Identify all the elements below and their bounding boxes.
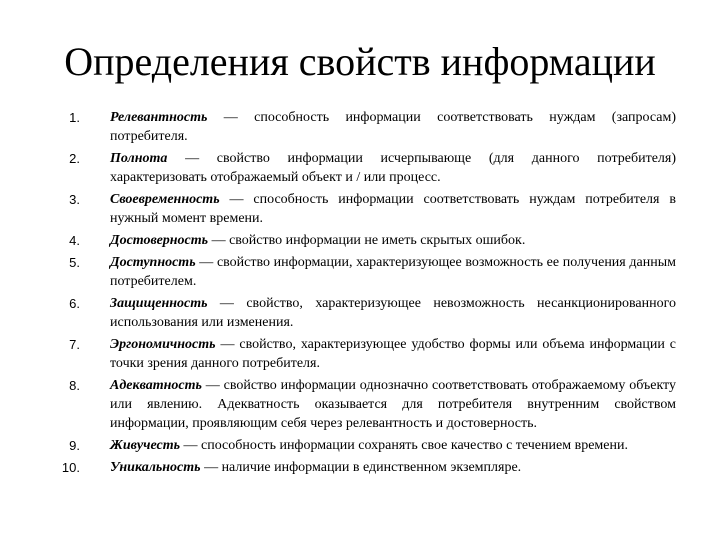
item-term: Защищенность	[110, 296, 208, 311]
item-definition: — свойство информации, характеризующее возможность ее получения данным потребителем.	[110, 255, 676, 289]
list-item	[46, 231, 676, 250]
item-term: Релевантность	[110, 110, 208, 125]
item-definition: — свойство, характеризующее удобство формы или объема информации с точки зрения данного потребителя.	[110, 337, 676, 371]
item-term: Эргономичность	[110, 337, 216, 352]
definitions-list	[46, 108, 676, 480]
item-term: Живучесть	[110, 438, 180, 453]
list-item	[46, 149, 676, 187]
item-term: Своевременность	[110, 192, 220, 207]
item-number: 10.	[61, 460, 80, 475]
list-item	[46, 108, 676, 146]
item-definition: — свойство информации не иметь скрытых ошибок.	[208, 233, 526, 248]
item-definition: — свойство информации однозначно соответствовать отображаемому объекту или явлению. Адекватность оказывается для потребителя внутренним свойством информации, проявляющим себя через релевантность и достоверность.	[110, 378, 676, 431]
item-number: 5.	[69, 255, 80, 270]
list-item	[46, 436, 676, 455]
list-item	[46, 335, 676, 373]
item-term: Достоверность	[110, 233, 209, 248]
list-item	[46, 253, 676, 291]
item-definition: — способность информации соответствовать нуждам потребителя в нужный момент времени.	[110, 192, 676, 226]
slide-title: Определения свойств информации	[64, 39, 656, 84]
item-term: Полнота	[110, 151, 168, 166]
item-term: Адекватность	[110, 378, 202, 393]
item-definition: — наличие информации в единственном экземпляре.	[200, 460, 522, 475]
item-number: 1.	[69, 110, 80, 125]
item-definition: — способность информации соответствовать нуждам (запросам) потребителя.	[110, 110, 676, 144]
list-item	[46, 294, 676, 332]
item-number: 3.	[69, 192, 80, 207]
item-number: 6.	[69, 296, 80, 311]
list-item	[46, 376, 676, 433]
item-number: 9.	[69, 438, 80, 453]
item-number: 7.	[69, 337, 80, 352]
item-number: 4.	[69, 233, 80, 248]
item-number: 2.	[69, 151, 80, 166]
item-definition: — свойство информации исчерпывающе (для данного потребителя) характеризовать отображаемый объект и / или процесс.	[110, 151, 676, 185]
item-number: 8.	[69, 378, 80, 393]
item-definition: — свойство, характеризующее невозможность несанкционированного использования или изменения.	[110, 296, 676, 330]
list-item	[46, 458, 676, 477]
item-definition: — способность информации сохранять свое качество с течением времени.	[180, 438, 628, 453]
item-term: Доступность	[110, 255, 196, 270]
item-term: Уникальность	[110, 460, 201, 475]
list-item	[46, 190, 676, 228]
